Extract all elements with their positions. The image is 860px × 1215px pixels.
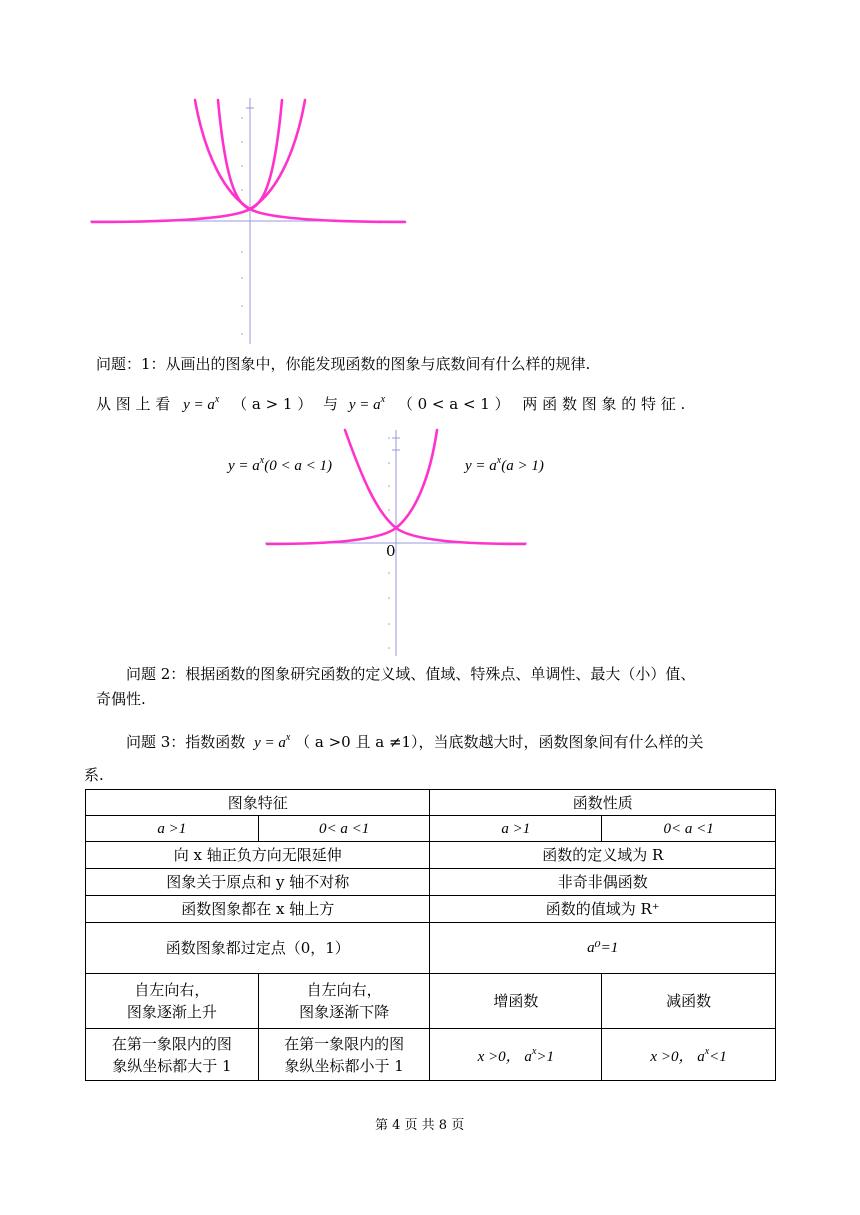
sub-header: 0< a <1 (258, 816, 430, 842)
sub-header: a >1 (430, 816, 602, 842)
table-cell: 图象关于原点和 y 轴不对称 (86, 869, 430, 896)
axis-ticks (241, 117, 243, 335)
graph2-origin-label: 0 (386, 542, 396, 560)
table-cell: 函数的值域为 R⁺ (430, 896, 776, 923)
table-cell: 向 x 轴正负方向无限延伸 (86, 842, 430, 869)
header-graph-features: 图象特征 (86, 790, 430, 816)
observe-suffix: 两 函 数 图 象 的 特 征 . (522, 395, 686, 413)
sub-header: 0< a <1 (602, 816, 776, 842)
question-3-line-1: 问题 3：指数函数 $y = a^x$ （ a >0 且 a ≠1），当底数越大时，函数图象间有什么样的关 (126, 732, 704, 751)
question-3-line-2: 系. (84, 766, 104, 784)
table-cell: 增函数 (430, 974, 602, 1029)
observe-prefix: 从 图 上 看 (96, 395, 171, 413)
table-cell: 在第一象限内的图 象纵坐标都小于 1 (258, 1029, 430, 1081)
table-cell: x >0， $a^x<1$ (602, 1029, 776, 1081)
page-footer: 第 4 页 共 8 页 (375, 1118, 465, 1133)
graph-three-exponential-curves (90, 96, 420, 346)
graph2-label-right: $y = a^x(a > 1)$ (465, 455, 544, 474)
table-cell: 非奇非偶函数 (430, 869, 776, 896)
curve-base-large (250, 100, 282, 209)
observe-cond2: （ 0 < a < 1 ） (397, 395, 510, 413)
table-cell: 函数图象都在 x 轴上方 (86, 896, 430, 923)
observe-with: 与 (323, 395, 339, 413)
table-cell: 自左向右， 图象逐渐下降 (258, 974, 430, 1029)
sub-header: a >1 (86, 816, 259, 842)
table-cell: 函数的定义域为 R (430, 842, 776, 869)
curve-base-small (218, 100, 250, 209)
table-cell: 自左向右， 图象逐渐上升 (86, 974, 259, 1029)
graph2-label-left: $y = a^x(0 < a < 1)$ (228, 455, 332, 474)
observe-line: 从 图 上 看 $y = a^x$ （ a > 1 ） 与 $y = a^x$ （ 0 < a < 1 ） 两 函 数 图 象 的 特 征 . (96, 394, 686, 413)
observe-cond1: （ a > 1 ） (232, 395, 313, 413)
table-cell: 减函数 (602, 974, 776, 1029)
observe-func: y = a (183, 397, 215, 413)
table-cell: 函数图象都过定点（0，1） (86, 923, 430, 974)
question-2-line-1: 问题 2：根据函数的图象研究函数的定义域、值域、特殊点、单调性、最大（小）值、 (126, 665, 696, 683)
table-cell: 在第一象限内的图 象纵坐标都大于 1 (86, 1029, 259, 1081)
table-cell: x >0， $a^x>1$ (430, 1029, 602, 1081)
question-1: 问题：1：从画出的图象中，你能发现函数的图象与底数间有什么样的规律. (96, 355, 591, 373)
question-2-line-2: 奇偶性. (96, 690, 146, 708)
table-cell: a⁰=1 (430, 923, 776, 974)
header-function-properties: 函数性质 (430, 790, 776, 816)
property-table (85, 789, 776, 1081)
